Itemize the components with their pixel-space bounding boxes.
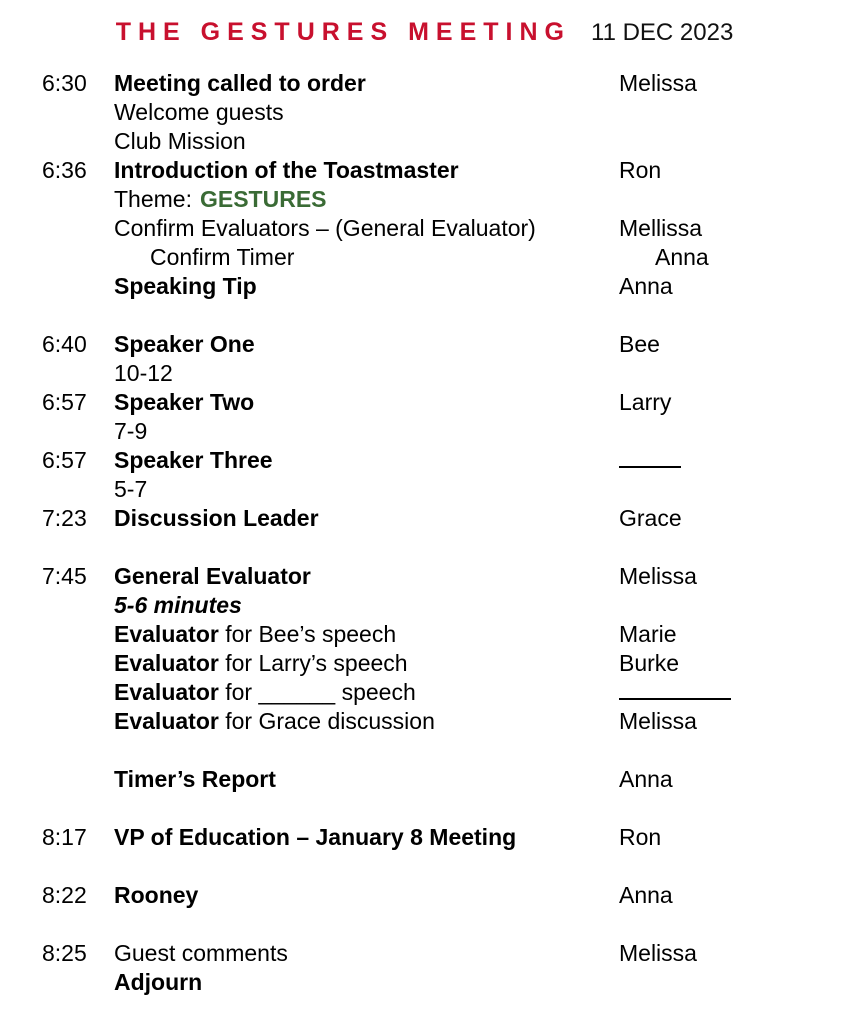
agenda-spacer bbox=[42, 852, 829, 881]
row-person-blank bbox=[619, 446, 829, 475]
agenda-row-theme bbox=[42, 185, 829, 214]
theme-value: GESTURES bbox=[199, 186, 327, 212]
row-item: Timer’s Report bbox=[114, 766, 276, 792]
agenda-row bbox=[42, 591, 829, 620]
row-person: Anna bbox=[655, 244, 709, 270]
agenda-spacer bbox=[42, 736, 829, 765]
row-item bbox=[114, 707, 619, 736]
row-item: Speaking Tip bbox=[114, 273, 257, 299]
row-item-bold: Evaluator bbox=[114, 679, 219, 705]
agenda-row bbox=[42, 649, 829, 678]
agenda-spacer bbox=[42, 794, 829, 823]
row-item: 7-9 bbox=[114, 418, 148, 444]
row-item: Rooney bbox=[114, 882, 199, 908]
agenda-row bbox=[42, 98, 829, 127]
row-time: 7:45 bbox=[42, 563, 87, 589]
row-person: Melissa bbox=[619, 70, 697, 96]
row-item bbox=[114, 649, 619, 678]
row-person: Melissa bbox=[619, 708, 697, 734]
row-time: 8:17 bbox=[42, 824, 87, 850]
agenda-row bbox=[42, 69, 829, 98]
row-item-rest: for Grace discussion bbox=[218, 708, 435, 734]
agenda-row bbox=[42, 243, 829, 272]
row-person: Grace bbox=[619, 505, 682, 531]
page-header bbox=[0, 0, 849, 53]
row-time: 8:25 bbox=[42, 940, 87, 966]
row-item: VP of Education – January 8 Meeting bbox=[114, 824, 517, 850]
row-item: Welcome guests bbox=[114, 99, 284, 125]
row-person: Marie bbox=[619, 621, 677, 647]
row-item: Confirm Evaluators – (General Evaluator) bbox=[114, 215, 536, 241]
row-item-bold: Evaluator bbox=[114, 708, 219, 734]
row-item: Guest comments bbox=[114, 940, 288, 966]
blank-line bbox=[619, 450, 681, 468]
agenda-row bbox=[42, 330, 829, 359]
agenda-row bbox=[42, 475, 829, 504]
row-item: Adjourn bbox=[114, 969, 203, 995]
row-time: 8:22 bbox=[42, 882, 87, 908]
agenda-row bbox=[42, 968, 829, 997]
agenda-spacer bbox=[42, 533, 829, 562]
agenda-row bbox=[42, 881, 829, 910]
blank-line bbox=[619, 682, 731, 700]
agenda-row bbox=[42, 823, 829, 852]
row-person: Bee bbox=[619, 331, 660, 357]
row-time: 6:36 bbox=[42, 157, 87, 183]
row-time: 6:57 bbox=[42, 447, 87, 473]
row-person: Mellissa bbox=[619, 215, 703, 241]
row-item bbox=[114, 620, 619, 649]
agenda-row bbox=[42, 620, 829, 649]
row-item: 5-6 minutes bbox=[114, 592, 242, 618]
row-item: Meeting called to order bbox=[114, 70, 366, 96]
row-person-blank bbox=[619, 678, 829, 707]
row-person: Anna bbox=[619, 766, 673, 792]
row-item-rest: for Larry’s speech bbox=[218, 650, 408, 676]
page-title: THE GESTURES MEETING bbox=[115, 18, 571, 46]
row-item bbox=[114, 185, 619, 214]
row-time: 6:57 bbox=[42, 389, 87, 415]
agenda-row bbox=[42, 707, 829, 736]
row-time: 7:23 bbox=[42, 505, 87, 531]
agenda-spacer bbox=[42, 301, 829, 330]
row-time: 6:40 bbox=[42, 331, 87, 357]
row-item-rest: for Bee’s speech bbox=[218, 621, 397, 647]
agenda-row bbox=[42, 678, 829, 707]
row-item: Speaker Three bbox=[114, 447, 273, 473]
row-item-rest: for ______ speech bbox=[218, 679, 416, 705]
agenda-row bbox=[42, 388, 829, 417]
meeting-date: 11 DEC 2023 bbox=[591, 19, 734, 46]
row-item: Club Mission bbox=[114, 128, 246, 154]
row-item: 5-7 bbox=[114, 476, 148, 502]
row-person: Ron bbox=[619, 824, 662, 850]
agenda-row bbox=[42, 359, 829, 388]
row-item: Confirm Timer bbox=[150, 244, 295, 270]
agenda-spacer bbox=[42, 910, 829, 939]
agenda-row bbox=[42, 446, 829, 475]
row-item: General Evaluator bbox=[114, 563, 311, 589]
agenda-row bbox=[42, 504, 829, 533]
agenda-row bbox=[42, 765, 829, 794]
row-time: 6:30 bbox=[42, 70, 87, 96]
agenda-row bbox=[42, 272, 829, 301]
agenda-row bbox=[42, 562, 829, 591]
row-item: Discussion Leader bbox=[114, 505, 319, 531]
row-item-bold: Evaluator bbox=[114, 621, 219, 647]
row-item-bold: Evaluator bbox=[114, 650, 219, 676]
row-item: Speaker Two bbox=[114, 389, 255, 415]
theme-label: Theme: bbox=[114, 186, 192, 212]
agenda-list bbox=[0, 69, 849, 997]
agenda-row bbox=[42, 214, 829, 243]
agenda-row bbox=[42, 939, 829, 968]
row-item: Speaker One bbox=[114, 331, 255, 357]
row-item: Introduction of the Toastmaster bbox=[114, 157, 459, 183]
agenda-row bbox=[42, 156, 829, 185]
row-person: Anna bbox=[619, 273, 673, 299]
row-person: Melissa bbox=[619, 563, 697, 589]
row-item bbox=[114, 678, 619, 707]
row-person: Burke bbox=[619, 650, 680, 676]
row-item: 10-12 bbox=[114, 360, 173, 386]
agenda-row bbox=[42, 417, 829, 446]
row-person: Ron bbox=[619, 157, 662, 183]
row-person: Melissa bbox=[619, 940, 697, 966]
row-person: Anna bbox=[619, 882, 673, 908]
agenda-row bbox=[42, 127, 829, 156]
row-person: Larry bbox=[619, 389, 672, 415]
